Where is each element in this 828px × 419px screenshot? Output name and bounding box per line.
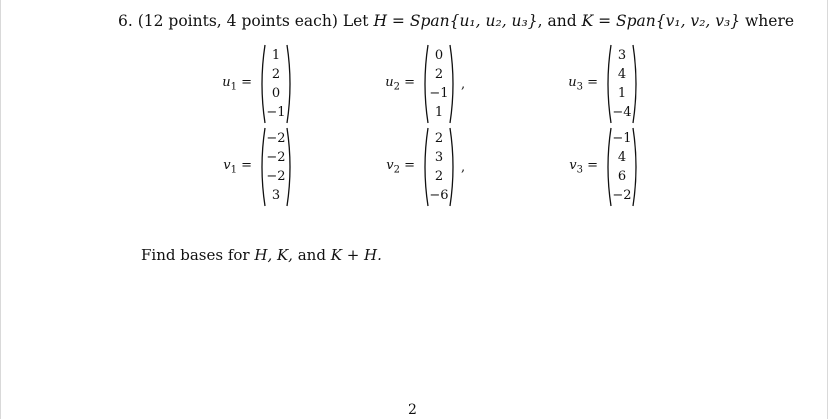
problem-number: 6. [118,12,133,30]
left-paren [608,45,611,123]
column-vector [421,127,457,207]
question-prefix: Find bases for [141,246,250,264]
problem-where: where [745,12,795,30]
vector-u2 [375,44,473,124]
question-sets: H, K, [254,246,293,264]
right-paren [287,45,290,123]
vector-v2 [375,127,473,207]
vector-label: $u_3$ = [568,75,598,93]
vector-entry: 1 [617,86,627,101]
vector-entry: −2 [612,188,632,203]
left-paren [608,128,611,206]
parentheses [604,44,640,124]
right-paren [450,128,453,206]
vector-entry: 4 [617,67,627,82]
trailing-comma: , [461,159,466,175]
vector-label: $v_2$ = [386,158,415,176]
vector-entry: 0 [271,86,281,101]
column-vector [258,44,294,124]
vector-label: $u_2$ = [385,75,415,93]
vector-entry: 1 [434,105,444,120]
page-edge-left [0,0,1,419]
vector-u1 [212,44,310,124]
h-definition: H = Span{u₁, u₂, u₃} [373,12,538,30]
vector-entry: 4 [617,150,627,165]
problem-and: , and [537,12,577,30]
vector-entry: 3 [617,48,627,63]
left-paren [425,128,428,206]
left-paren [425,45,428,123]
vector-entry: −6 [429,188,449,203]
vector-v1 [212,127,310,207]
trailing-comma: , [461,76,466,92]
page-number: 2 [408,402,417,418]
vector-u3 [558,44,656,124]
vector-entry: −1 [266,105,286,120]
vector-entry: −4 [612,105,632,120]
column-vector [604,44,640,124]
left-paren [262,45,265,123]
vector-entry: −2 [266,131,286,146]
right-paren [287,128,290,206]
vector-entry: −1 [612,131,632,146]
vector-entry: 2 [434,67,444,82]
question-and: and [297,246,326,264]
vector-entry: 2 [434,169,444,184]
vector-v3 [558,127,656,207]
vector-entry: −1 [429,86,449,101]
vector-entry: −2 [266,169,286,184]
vector-entry: 6 [617,169,627,184]
problem-statement [118,10,794,32]
parentheses [421,127,457,207]
question-sum: K + H. [330,246,382,264]
vector-label: $v_1$ = [223,158,252,176]
left-paren [262,128,265,206]
problem-let: Let [342,12,369,30]
vector-entry: 0 [434,48,444,63]
vector-entry: 1 [271,48,281,63]
column-vector [421,44,457,124]
vector-entry: 2 [271,67,281,82]
question [141,246,382,264]
parentheses [258,127,294,207]
vector-entry: −2 [266,150,286,165]
vector-entry: 2 [434,131,444,146]
right-paren [633,45,636,123]
column-vector [604,127,640,207]
vector-label: $u_1$ = [222,75,252,93]
right-paren [450,45,453,123]
right-paren [633,128,636,206]
parentheses [258,44,294,124]
parentheses [421,44,457,124]
column-vector [258,127,294,207]
parentheses [604,127,640,207]
problem-points: (12 points, 4 points each) [137,12,338,30]
vector-label: $v_3$ = [569,158,598,176]
k-definition: K = Span{v₁, v₂, v₃} [581,12,741,30]
vector-entry: 3 [271,188,281,203]
vector-entry: 3 [434,150,444,165]
